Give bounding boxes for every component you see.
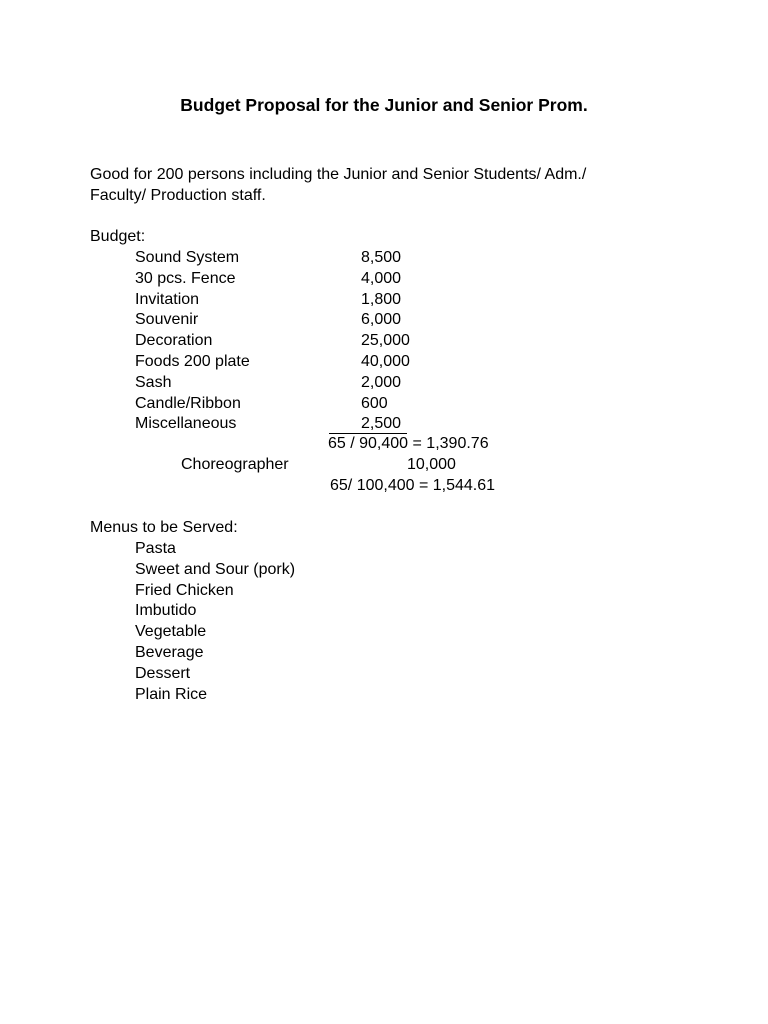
menu-item: Sweet and Sour (pork)	[135, 560, 296, 578]
intro-line-1: Good for 200 persons including the Junior and Senior Students/ Adm./	[90, 166, 587, 183]
budget-item-amount: 600	[361, 394, 388, 412]
total-per-head-calculation: 65/ 100,400 = 1,544.61	[330, 477, 496, 494]
subtotal-underline: 2,500	[329, 415, 407, 434]
budget-item-amount: 8,500	[361, 249, 402, 266]
subtotal-per-head-calculation: 65 / 90,400 = 1,390.76	[328, 435, 489, 452]
choreographer-label: Choreographer	[181, 456, 289, 473]
menus-list	[135, 538, 295, 704]
budget-item-label: Souvenir	[135, 311, 199, 329]
budget-item-amount: 6,000	[361, 311, 402, 329]
budget-item-amount: 25,000	[361, 332, 410, 350]
budget-item-label: Invitation	[135, 290, 200, 308]
budget-item-label: Candle/Ribbon	[135, 394, 241, 412]
budget-item-label: Sound System	[135, 249, 240, 266]
budget-item-amount: 4,000	[361, 269, 402, 287]
budget-item-amount: 1,800	[361, 290, 402, 308]
budget-item-amount: 2,000	[361, 373, 402, 391]
intro-line-2: Faculty/ Production staff.	[90, 187, 266, 204]
budget-item-label: Foods 200 plate	[135, 352, 250, 370]
menu-item: Vegetable	[135, 623, 207, 641]
menus-heading: Menus to be Served:	[90, 519, 238, 536]
budget-item-amount-underlined	[361, 413, 407, 434]
menu-item: Fried Chicken	[135, 581, 234, 599]
menu-item: Plain Rice	[135, 685, 208, 703]
budget-item-label: Sash	[135, 373, 172, 391]
menu-item: Beverage	[135, 643, 204, 661]
budget-heading: Budget:	[90, 228, 146, 245]
intro-paragraph	[90, 164, 690, 206]
budget-item-amount: 40,000	[361, 352, 410, 370]
budget-item-label: Miscellaneous	[135, 415, 237, 433]
choreographer-amount: 10,000	[407, 456, 456, 473]
document-title: Budget Proposal for the Junior and Senior Prom.	[180, 95, 588, 115]
budget-item-label: Decoration	[135, 332, 213, 350]
menu-item: Pasta	[135, 540, 176, 557]
budget-item-label: 30 pcs. Fence	[135, 269, 236, 287]
menu-item: Imbutido	[135, 602, 197, 620]
menu-item: Dessert	[135, 664, 191, 682]
